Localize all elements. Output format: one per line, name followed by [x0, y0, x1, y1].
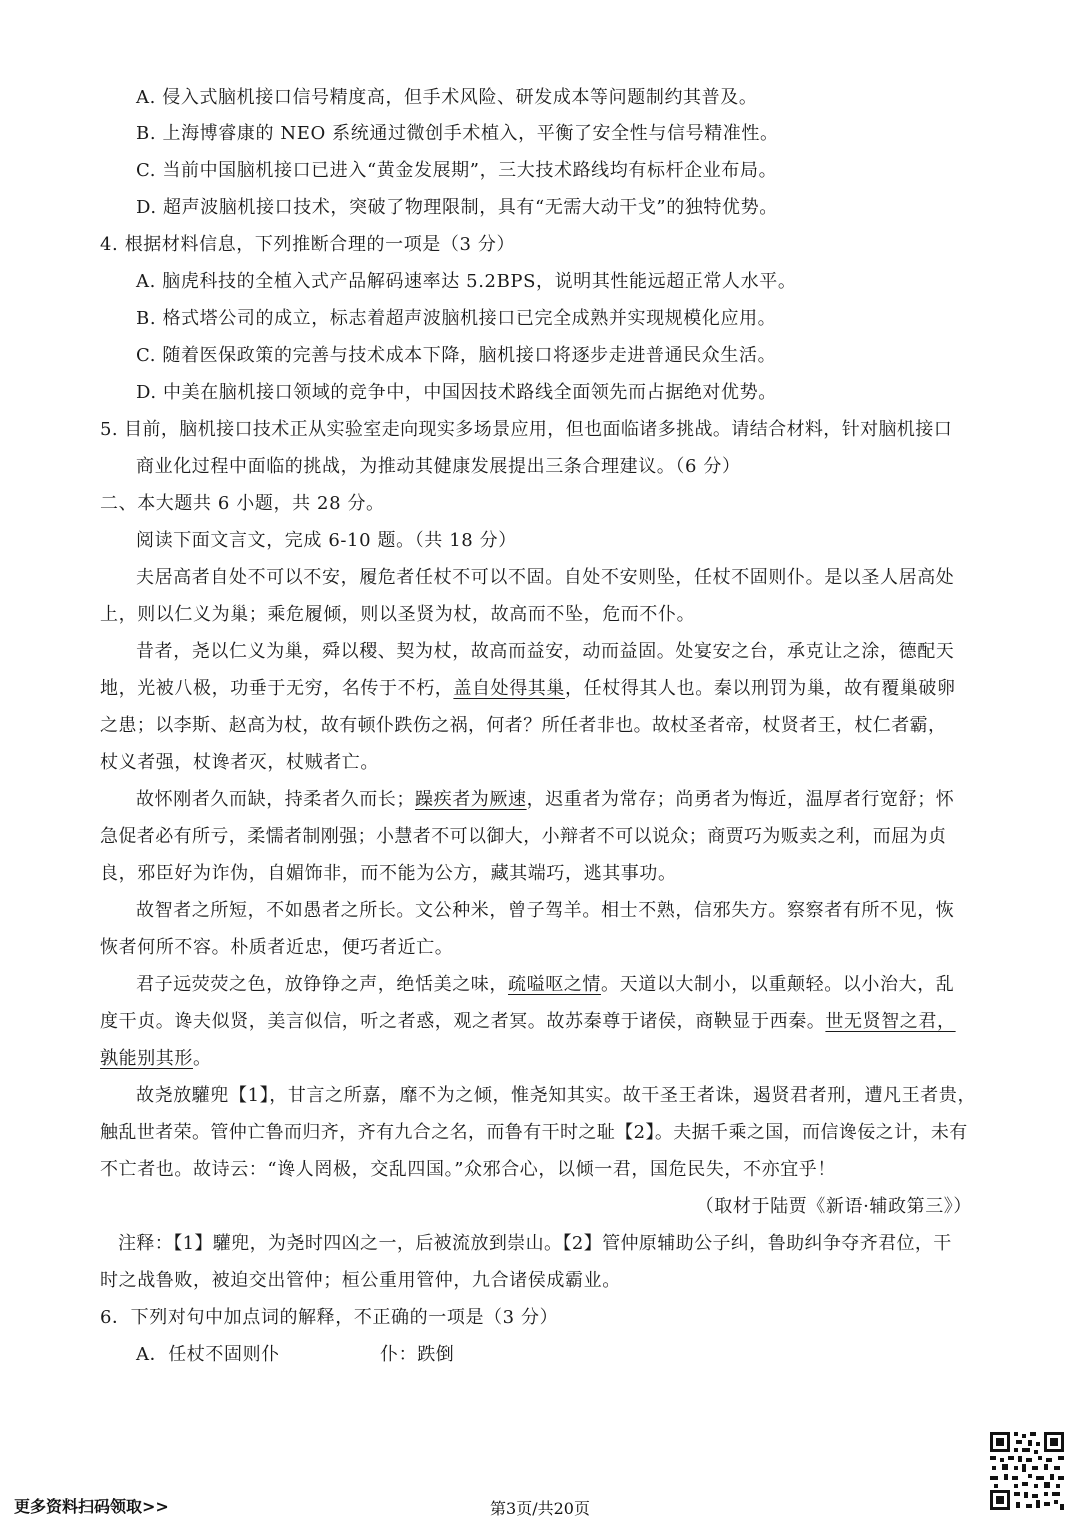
passage-text: 君子远荧荧之色，放铮铮之声，绝恬美之味， [136, 974, 508, 995]
q3-option-b: B. 上海博睿康的 NEO 系统通过微创手术植入，平衡了安全性与信号精准性。 [136, 123, 779, 144]
passage-p2-line-3: 之患；以李斯、赵高为杖，故有顿仆跌伤之祸，何者？所任者非也。故杖圣者帝，杖贤者王，杖仁者霸， [100, 715, 947, 736]
q3-option-c: C. 当前中国脑机接口已进入“黄金发展期”，三大技术路线均有标杆企业布局。 [136, 160, 778, 181]
underlined-sentence: 疏嗌呕之情 [508, 974, 601, 995]
footer-page-number: 第3页/共20页 [490, 1499, 590, 1518]
notes-line-1: 注释：【1】驩兜，为尧时四凶之一，后被流放到崇山。【2】管仲原辅助公子纠，鲁助纠争夺齐君位，干 [118, 1233, 952, 1254]
q6-stem: 6．下列对句中加点词的解释，不正确的一项是（3 分） [100, 1307, 559, 1328]
q6-option-a-text: A．任杖不固则仆 [136, 1344, 280, 1365]
passage-p1-line-2: 上，则以仁义为巢；乘危履倾，则以圣贤为杖，故高而不坠，危而不仆。 [100, 604, 696, 625]
underlined-sentence: 躁疾者为厥速 [415, 789, 527, 810]
passage-p4-line-1: 故智者之所短，不如愚者之所长。文公种米，曾子驾羊。相士不熟，信邪失方。察察者有所不见，恢 [136, 900, 955, 921]
passage-text: 地，光被八极，功垂于无穷，名传于不朽， [100, 678, 454, 699]
section2-intro: 阅读下面文言文，完成 6-10 题。（共 18 分） [136, 530, 517, 551]
q3-option-a: A. 侵入式脑机接口信号精度高，但手术风险、研发成本等问题制约其普及。 [136, 87, 758, 108]
passage-p6-line-1: 故尧放驩兜【1】，甘言之所嘉，靡不为之倾，惟尧知其实。故干圣王者诛，遏贤君者刑，遭凡王者贵， [136, 1085, 977, 1106]
passage-text: ，任杖得其人也。秦以刑罚为巢，故有覆巢破卵 [565, 678, 956, 699]
passage-p4-line-2: 恢者何所不容。朴质者近忠，便巧者近亡。 [100, 937, 454, 958]
passage-p6-line-2: 触乱世者荣。管仲亡鲁而归齐，齐有九合之名，而鲁有干时之耻【2】。夫据千乘之国，而信谗佞之计，未有 [100, 1122, 968, 1143]
q4-option-b: B. 格式塔公司的成立，标志着超声波脑机接口已完全成熟并实现规模化应用。 [136, 308, 777, 329]
passage-p5-line-3 [100, 1047, 212, 1071]
q6-option-a-definition: 仆：跌倒 [380, 1344, 455, 1365]
underlined-sentence: 盖自处得其巢 [453, 678, 566, 699]
q4-option-d: D. 中美在脑机接口领域的竞争中，中国因技术路线全面领先而占据绝对优势。 [136, 382, 777, 403]
passage-p1-line-1: 夫居高者自处不可以不安，履危者任杖不可以不固。自处不安则坠，任杖不固则仆。是以圣人居高处 [136, 567, 955, 588]
underlined-sentence: 世无贤智之君， [825, 1011, 956, 1032]
passage-p6-line-3: 不亡者也。故诗云：“谗人罔极，交乱四国。”众邪合心，以倾一君，国危民失，不亦宜乎！ [100, 1159, 836, 1180]
passage-p2-line-4: 杖义者强，杖谗者灭，杖贼者亡。 [100, 752, 379, 773]
passage-p3-line-3: 良，邪臣好为诈伪，自媚饰非，而不能为公方，藏其端巧，逃其事功。 [100, 863, 677, 884]
passage-text: 。天道以大制小，以重颠轻。以小治大，乱 [601, 974, 955, 995]
passage-p2-line-1: 昔者，尧以仁义为巢，舜以稷、契为杖，故高而益安，动而益固。处宴安之台，承克让之涂，德配天 [136, 641, 955, 662]
passage-p5-line-2 [100, 1010, 956, 1034]
passage-source: （取材于陆贾《新语·辅政第三》） [695, 1196, 972, 1217]
underlined-sentence: 孰能别其形 [100, 1048, 193, 1069]
passage-p5-line-1 [136, 973, 954, 997]
q3-option-d: D. 超声波脑机接口技术，突破了物理限制，具有“无需大动干戈”的独特优势。 [136, 197, 778, 218]
passage-p2-line-2 [100, 677, 956, 701]
footer-promo-text: 更多资料扫码领取>> [14, 1497, 169, 1516]
q5-line-1: 5. 目前，脑机接口技术正从实验室走向现实多场景应用，但也面临诸多挑战。请结合材料，针对脑机接口 [100, 419, 953, 440]
passage-text: ，迟重者为常存；尚勇者为悔近，温厚者行宽舒；怀 [526, 789, 955, 810]
passage-text: 度干贞。谗夫似贤，美言似信，听之者惑，观之者冥。故苏秦尊于诸侯，商鞅显于西秦。 [100, 1011, 826, 1032]
passage-text: 故怀刚者久而缺，持柔者久而长； [136, 789, 415, 810]
passage-p3-line-2: 急促者必有所亏，柔懦者制刚强；小慧者不可以御大，小辩者不可以说众；商贾巧为贩卖之利，而屈为贞 [100, 826, 947, 847]
passage-p3-line-1 [136, 788, 954, 812]
q4-option-a: A. 脑虎科技的全植入式产品解码速率达 5.2BPS，说明其性能远超正常人水平。 [136, 271, 797, 292]
q5-line-2: 商业化过程中面临的挑战，为推动其健康发展提出三条合理建议。（6 分） [136, 456, 741, 477]
q4-option-c: C. 随着医保政策的完善与技术成本下降，脑机接口将逐步走进普通民众生活。 [136, 345, 777, 366]
passage-text: 。 [193, 1048, 212, 1069]
q4-stem: 4. 根据材料信息，下列推断合理的一项是（3 分） [100, 234, 516, 255]
notes-line-2: 时之战鲁败，被迫交出管仲；桓公重用管仲，九合诸侯成霸业。 [100, 1270, 621, 1291]
section2-heading: 二、本大题共 6 小题，共 28 分。 [100, 493, 385, 514]
